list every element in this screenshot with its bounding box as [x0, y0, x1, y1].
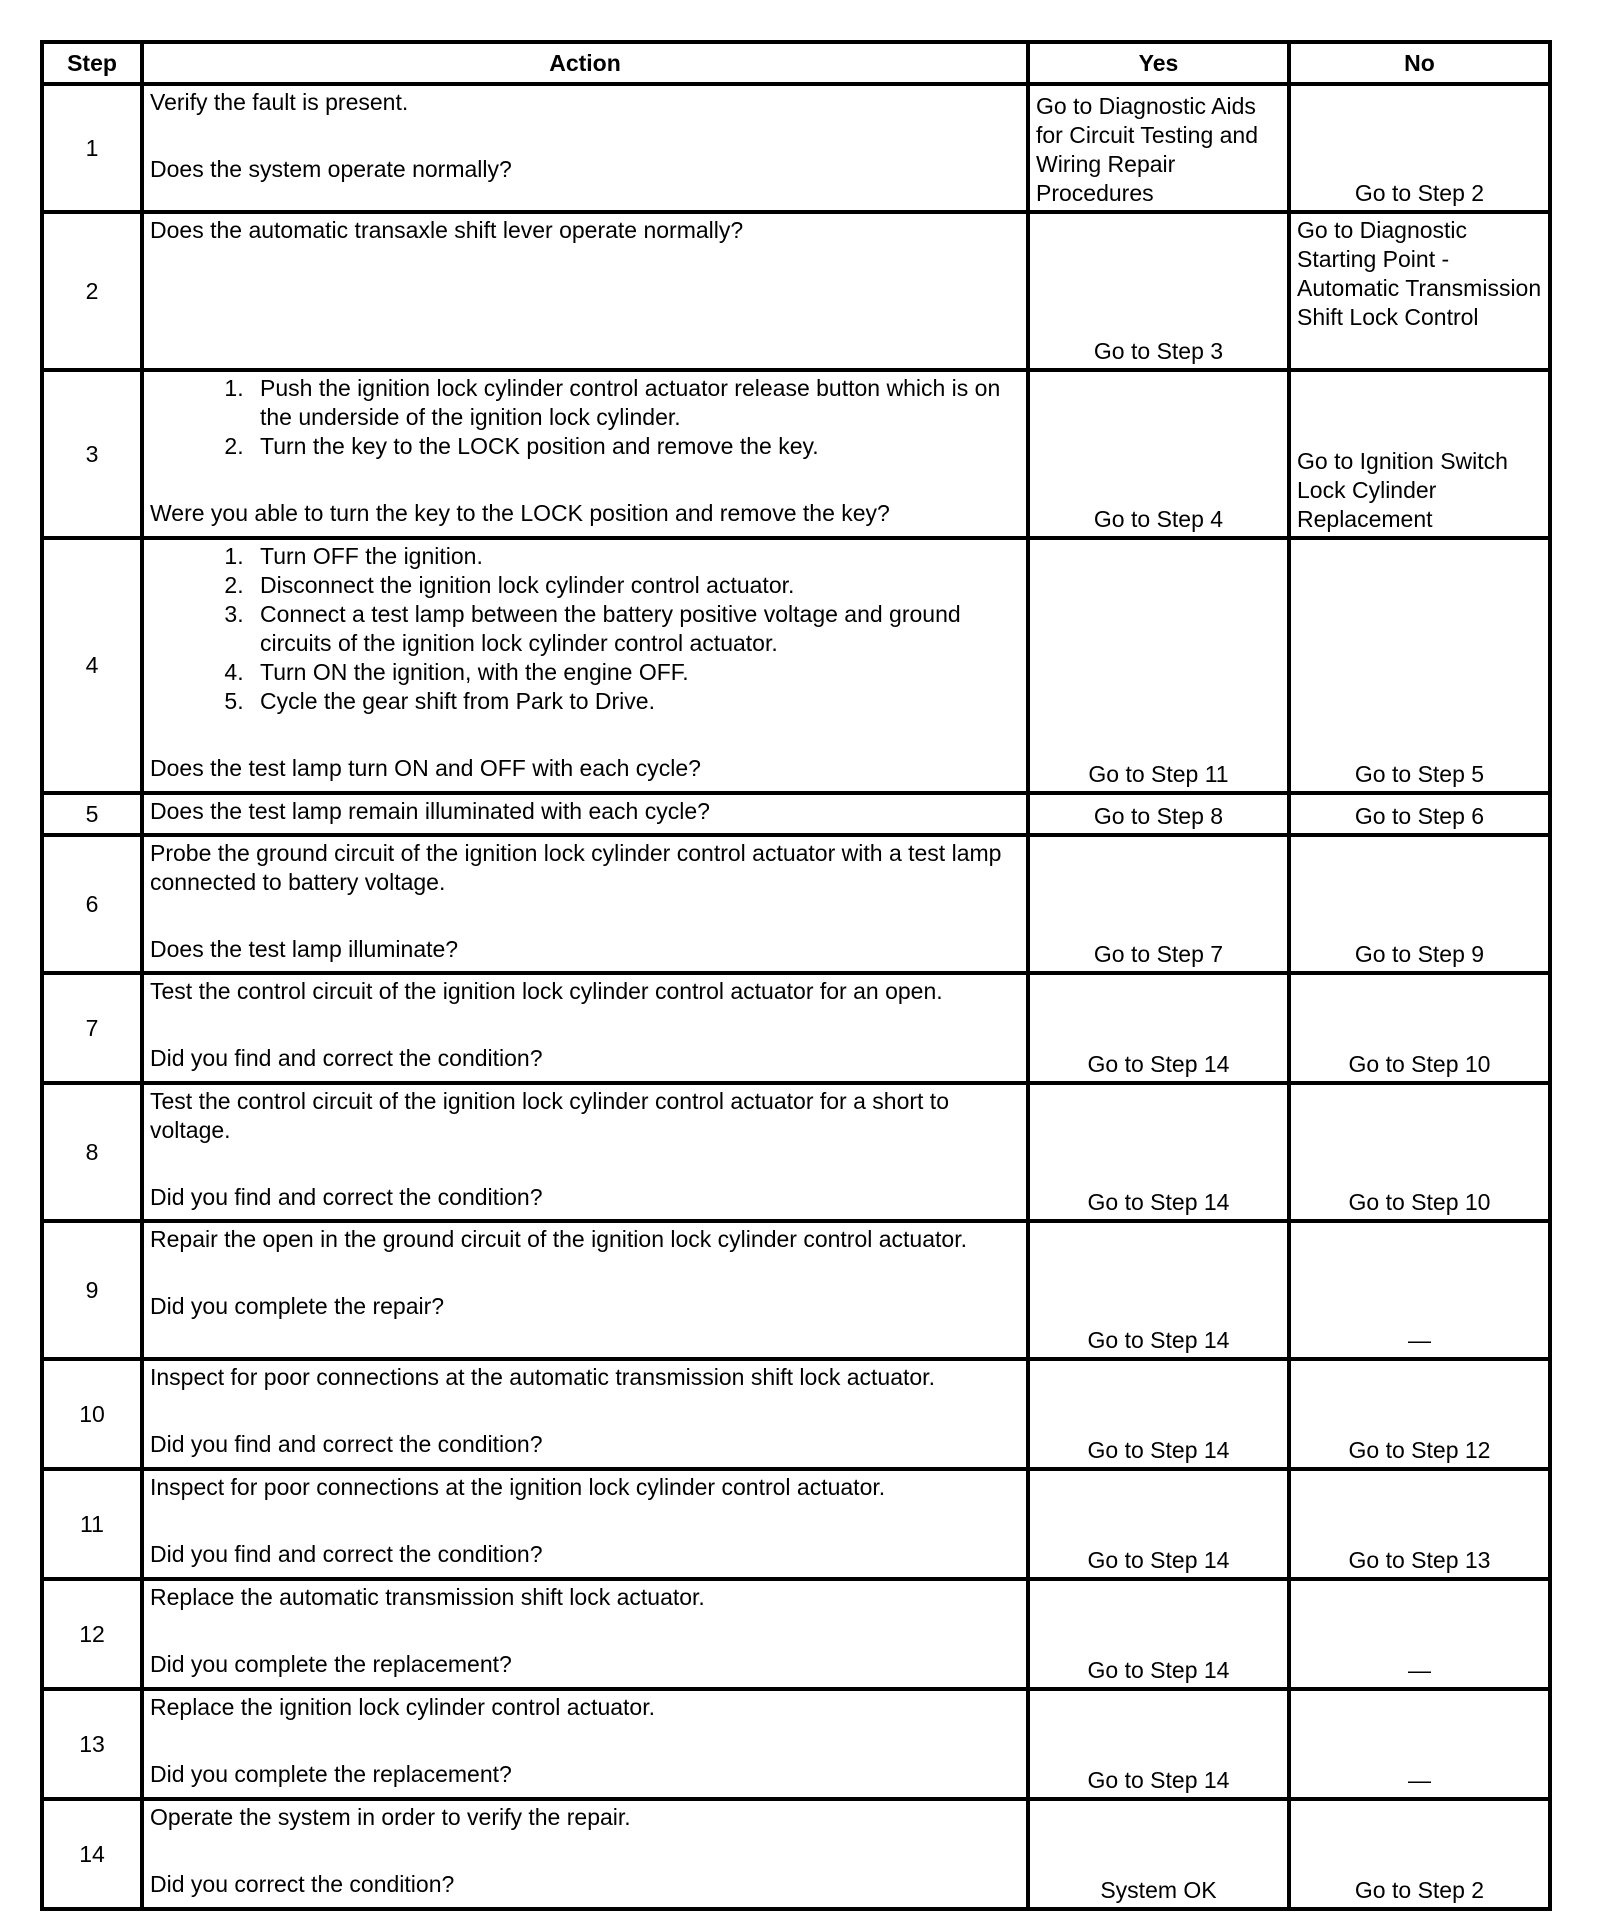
list-item: 5. Cycle the gear shift from Park to Drive.	[250, 687, 1020, 716]
action-question: Did you complete the replacement?	[150, 1761, 512, 1787]
action-question: Does the test lamp turn ON and OFF with each cycle?	[150, 755, 701, 781]
yes-cell: Go to Step 4	[1028, 370, 1289, 538]
action-steps-list	[150, 542, 1020, 716]
table-row	[42, 212, 1550, 370]
step-number: 8	[42, 1083, 142, 1221]
table-row	[42, 1689, 1550, 1799]
yes-cell: Go to Step 11	[1028, 538, 1289, 793]
action-intro: Replace the ignition lock cylinder control actuator.	[150, 1694, 656, 1720]
yes-cell: System OK	[1028, 1799, 1289, 1909]
no-cell: Go to Step 13	[1289, 1469, 1550, 1579]
yes-cell: Go to Step 3	[1028, 212, 1289, 370]
table-row	[42, 84, 1550, 212]
action-intro: Probe the ground circuit of the ignition lock cylinder control actuator with a test lamp connected to battery voltage.	[150, 840, 1002, 895]
yes-cell: Go to Step 14	[1028, 973, 1289, 1083]
header-row	[42, 42, 1550, 84]
action-question: Did you complete the repair?	[150, 1293, 445, 1319]
table-row	[42, 1799, 1550, 1909]
no-cell: Go to Step 6	[1289, 793, 1550, 835]
list-item: 2. Disconnect the ignition lock cylinder control actuator.	[250, 571, 1020, 600]
action-intro: Verify the fault is present.	[150, 89, 409, 115]
list-item: 2. Turn the key to the LOCK position and remove the key.	[250, 432, 1020, 461]
no-cell: Go to Step 10	[1289, 973, 1550, 1083]
step-number: 1	[42, 84, 142, 212]
action-question: Did you find and correct the condition?	[150, 1184, 543, 1210]
no-cell: —	[1289, 1579, 1550, 1689]
diagnostic-table	[40, 40, 1552, 1911]
action-question: Does the test lamp illuminate?	[150, 936, 459, 962]
no-cell: Go to Diagnostic Starting Point - Automatic Transmission Shift Lock Control	[1289, 212, 1550, 370]
action-question: Does the automatic transaxle shift lever operate normally?	[150, 217, 744, 243]
action-cell	[142, 84, 1028, 212]
header-no: No	[1289, 42, 1550, 84]
action-cell	[142, 538, 1028, 793]
action-intro: Test the control circuit of the ignition lock cylinder control actuator for an open.	[150, 978, 943, 1004]
step-number: 6	[42, 835, 142, 973]
action-cell	[142, 1579, 1028, 1689]
list-item: 3. Connect a test lamp between the battery positive voltage and ground circuits of the ignition lock cylinder control actuator.	[250, 600, 1020, 658]
action-question: Does the test lamp remain illuminated with each cycle?	[150, 798, 710, 824]
no-cell: —	[1289, 1689, 1550, 1799]
action-cell	[142, 793, 1028, 835]
step-number: 10	[42, 1359, 142, 1469]
table-row	[42, 973, 1550, 1083]
step-number: 9	[42, 1221, 142, 1359]
action-cell	[142, 1689, 1028, 1799]
action-cell	[142, 1799, 1028, 1909]
table-row	[42, 793, 1550, 835]
action-intro: Inspect for poor connections at the ignition lock cylinder control actuator.	[150, 1474, 886, 1500]
no-cell: Go to Step 12	[1289, 1359, 1550, 1469]
action-intro: Repair the open in the ground circuit of the ignition lock cylinder control actuator.	[150, 1226, 967, 1252]
yes-cell: Go to Step 14	[1028, 1221, 1289, 1359]
step-number: 4	[42, 538, 142, 793]
step-number: 13	[42, 1689, 142, 1799]
action-cell	[142, 1469, 1028, 1579]
action-cell	[142, 835, 1028, 973]
no-cell: Go to Step 10	[1289, 1083, 1550, 1221]
action-question: Did you complete the replacement?	[150, 1651, 512, 1677]
yes-cell: Go to Diagnostic Aids for Circuit Testing and Wiring Repair Procedures	[1028, 84, 1289, 212]
action-question: Were you able to turn the key to the LOCK position and remove the key?	[150, 500, 890, 526]
action-intro: Test the control circuit of the ignition lock cylinder control actuator for a short to voltage.	[150, 1088, 949, 1143]
no-cell: Go to Step 9	[1289, 835, 1550, 973]
action-question: Does the system operate normally?	[150, 156, 512, 182]
action-cell	[142, 212, 1028, 370]
table-row	[42, 1359, 1550, 1469]
action-intro: Replace the automatic transmission shift lock actuator.	[150, 1584, 705, 1610]
step-number: 2	[42, 212, 142, 370]
yes-cell: Go to Step 7	[1028, 835, 1289, 973]
action-steps-list	[150, 374, 1020, 461]
no-cell: Go to Step 2	[1289, 84, 1550, 212]
action-question: Did you correct the condition?	[150, 1871, 455, 1897]
action-cell	[142, 1359, 1028, 1469]
yes-cell: Go to Step 14	[1028, 1689, 1289, 1799]
table-row	[42, 835, 1550, 973]
no-cell: Go to Step 2	[1289, 1799, 1550, 1909]
table-row	[42, 1083, 1550, 1221]
no-cell: Go to Step 5	[1289, 538, 1550, 793]
table-row	[42, 538, 1550, 793]
table-row	[42, 370, 1550, 538]
action-cell	[142, 973, 1028, 1083]
action-question: Did you find and correct the condition?	[150, 1541, 543, 1567]
step-number: 3	[42, 370, 142, 538]
step-number: 11	[42, 1469, 142, 1579]
action-question: Did you find and correct the condition?	[150, 1431, 543, 1457]
action-cell	[142, 370, 1028, 538]
step-number: 14	[42, 1799, 142, 1909]
step-number: 12	[42, 1579, 142, 1689]
table-row	[42, 1221, 1550, 1359]
no-cell: —	[1289, 1221, 1550, 1359]
header-action: Action	[142, 42, 1028, 84]
yes-cell: Go to Step 14	[1028, 1579, 1289, 1689]
table-row	[42, 1469, 1550, 1579]
yes-cell: Go to Step 14	[1028, 1083, 1289, 1221]
action-intro: Operate the system in order to verify the repair.	[150, 1804, 631, 1830]
action-cell	[142, 1083, 1028, 1221]
list-item: 1. Turn OFF the ignition.	[250, 542, 1020, 571]
list-item: 4. Turn ON the ignition, with the engine OFF.	[250, 658, 1020, 687]
yes-cell: Go to Step 8	[1028, 793, 1289, 835]
no-cell: Go to Ignition Switch Lock Cylinder Replacement	[1289, 370, 1550, 538]
yes-cell: Go to Step 14	[1028, 1469, 1289, 1579]
action-cell	[142, 1221, 1028, 1359]
step-number: 7	[42, 973, 142, 1083]
yes-cell: Go to Step 14	[1028, 1359, 1289, 1469]
header-step: Step	[42, 42, 142, 84]
header-yes: Yes	[1028, 42, 1289, 84]
step-number: 5	[42, 793, 142, 835]
action-intro: Inspect for poor connections at the automatic transmission shift lock actuator.	[150, 1364, 935, 1390]
list-item: 1. Push the ignition lock cylinder control actuator release button which is on the underside of the ignition lock cylinder.	[250, 374, 1020, 432]
action-question: Did you find and correct the condition?	[150, 1045, 543, 1071]
table-row	[42, 1579, 1550, 1689]
